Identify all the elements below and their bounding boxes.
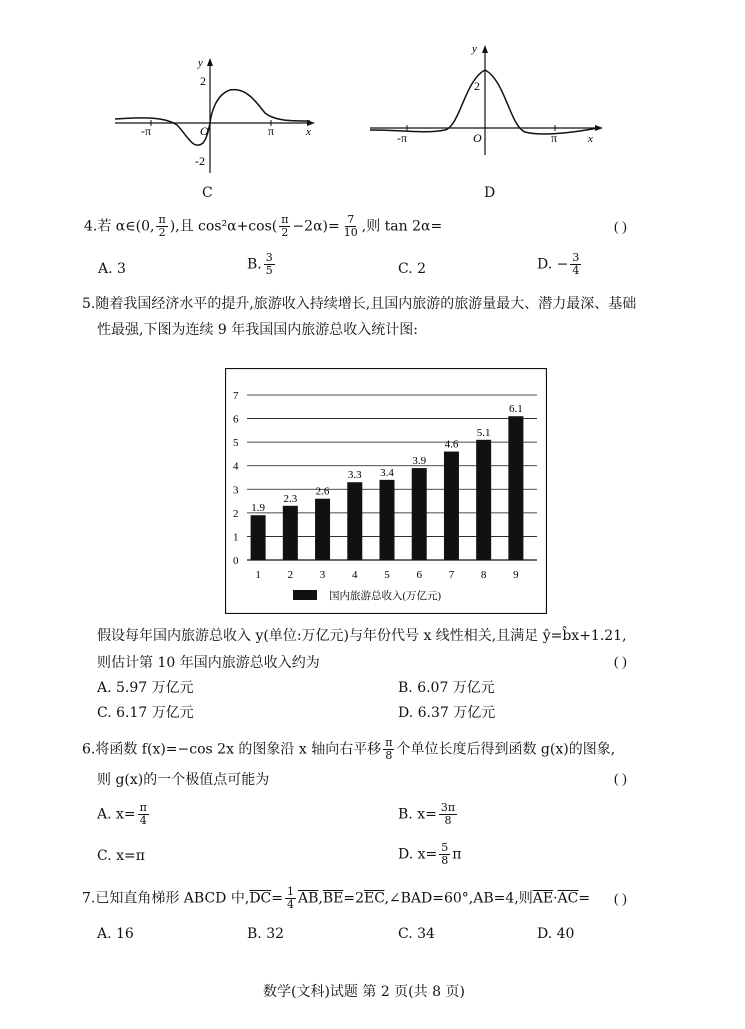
page-footer: 数学(文科)试题 第 2 页(共 8 页) [263, 984, 465, 1000]
q4-frac-2: $\frac{\pi}{2}$ [281, 213, 289, 239]
q4-stem [84, 214, 442, 239]
graph-d-origin: O [473, 131, 482, 145]
bar-data-label: 4.6 [444, 438, 459, 451]
graph-d-y-top: 2 [474, 79, 480, 93]
q6-frac: $\frac{\pi}{8}$ [385, 736, 393, 762]
bar-data-label: 3.9 [412, 455, 427, 468]
bar-data-label: 1.9 [251, 502, 265, 515]
q7-frac: $\frac{1}{4}$ [286, 885, 294, 911]
y-tick-label: 1 [233, 531, 239, 544]
x-tick-label: 6 [416, 569, 422, 581]
graph-d-y-label: y [472, 43, 477, 55]
x-tick-label: 4 [352, 569, 358, 581]
q6-text-b: 个单位长度后得到函数 g(x)的图象, [396, 741, 616, 758]
vector-dc: $\overline{DC}$ [249, 890, 272, 907]
tourism-revenue-bar-chart [225, 368, 547, 614]
graph-d-caption: D [484, 185, 496, 201]
q5-option-a: A. 5.97 万亿元 [97, 680, 194, 696]
y-tick-label: 5 [233, 437, 239, 450]
q5-option-c: C. 6.17 万亿元 [97, 705, 194, 721]
y-tick-label: 7 [233, 390, 239, 402]
x-tick-label: 9 [513, 569, 519, 581]
vector-ab: $\overline{AB}$ [297, 890, 319, 907]
y-tick-label: 0 [233, 555, 239, 567]
q7-option-d: D. 40 [537, 926, 575, 942]
graph-c-y-label: y [198, 57, 203, 69]
vector-ac: $\overline{AC}$ [557, 890, 579, 907]
bar [380, 480, 395, 560]
graph-c-caption: C [202, 185, 213, 201]
q4-frac-1: $\frac{\pi}{2}$ [158, 213, 166, 239]
q6-option-c: C. x=π [97, 848, 145, 864]
graph-d-x-label: x [588, 133, 593, 145]
y-tick-label: 4 [233, 460, 239, 473]
q5-option-b: B. 6.07 万亿元 [398, 680, 495, 696]
q6-stem [82, 737, 615, 762]
bar-data-label: 6.1 [509, 403, 523, 416]
q7-answer-paren: ( ) [614, 892, 627, 907]
bar-data-label: 3.4 [380, 466, 394, 479]
q4-num: 4. [84, 218, 98, 235]
bar [283, 506, 298, 560]
graph-d-pi: π [551, 131, 558, 145]
q6-option-d: D. x= $\frac{5}{8}$ π [398, 841, 462, 867]
graph-c-pi: π [268, 124, 275, 138]
q5-option-d: D. 6.37 万亿元 [398, 705, 496, 721]
y-tick-label: 2 [233, 507, 239, 520]
legend-label: 国内旅游总收入(万亿元) [329, 591, 441, 602]
q4-text-c: −2α)= [292, 218, 340, 235]
x-tick-label: 8 [480, 569, 487, 581]
graph-d [365, 40, 610, 160]
vector-be: $\overline{BE}$ [322, 890, 344, 907]
q5-line-4: 则估计第 10 年国内旅游总收入约为 [97, 655, 320, 671]
bar [347, 482, 362, 560]
x-tick-label: 2 [287, 569, 294, 581]
graph-c-y-top: 2 [200, 74, 206, 88]
q7-stem: 7.已知直角梯形 ABCD 中$,\overline{DC}=$ $\frac{1}{4}$ $\overline{AB},\overline{BE}=2\overline{EC},\angle BAD=60^\circ,AB=4$,则$\overline{AE}\cdot\overline{AC}=$ [82, 885, 591, 911]
x-tick-label: 7 [448, 569, 455, 581]
bar-data-label: 5.1 [476, 426, 491, 439]
vector-ec: $\overline{EC}$ [364, 890, 385, 907]
x-tick-label: 1 [255, 569, 261, 581]
q5-line-1: 5.随着我国经济水平的提升,旅游收入持续增长,且国内旅游的旅游量最大、潜力最深、基础 [82, 296, 637, 312]
x-tick-label: 3 [319, 569, 326, 581]
q5-answer-paren: ( ) [614, 655, 627, 670]
graph-d-neg-pi: -π [397, 131, 408, 145]
y-tick-label: 3 [233, 484, 239, 497]
y-tick-label: 6 [233, 413, 239, 426]
q7-option-a: A. 16 [97, 926, 134, 942]
q6-line-2: 则 g(x)的一个极值点可能为 [97, 772, 270, 788]
bar [508, 416, 523, 560]
legend-swatch [293, 590, 317, 600]
vector-ae: $\overline{AE}$ [532, 890, 554, 907]
q4-text-d: ,则 tan 2α= [361, 218, 443, 235]
bar [444, 452, 459, 560]
q4-text-a: 若 α∈(0, [97, 218, 155, 235]
q4-answer-paren: ( ) [614, 220, 627, 235]
q4-text-b: ),且 cos²α+cos( [169, 218, 278, 235]
q7-option-b: B. 32 [247, 926, 285, 942]
bar-data-label: 2.6 [315, 485, 330, 498]
bar-data-label: 2.3 [283, 492, 298, 505]
bar [251, 515, 266, 560]
graph-c [105, 55, 325, 180]
graph-c-x-label: x [306, 126, 311, 138]
q6-text-a: 6.将函数 f(x)=−cos 2x 的图象沿 x 轴向右平移 [82, 741, 382, 758]
q6-answer-paren: ( ) [614, 772, 627, 787]
graph-c-neg-pi: -π [141, 124, 152, 138]
q7-option-c: C. 34 [398, 926, 435, 942]
q4-option-a: A. 3 [98, 261, 126, 277]
q6-option-b: B. x= $\frac{3\pi}{8}$ [398, 801, 456, 827]
q4-option-d: D. − $\frac{3}{4}$ [537, 251, 580, 277]
q5-line-2: 性最强,下图为连续 9 年我国国内旅游总收入统计图: [97, 322, 418, 338]
bar [412, 468, 427, 560]
q4-option-c: C. 2 [398, 261, 427, 277]
bar [476, 440, 491, 560]
q4-option-b: B. $\frac{3}{5}$ [247, 251, 273, 277]
x-tick-label: 5 [384, 569, 390, 581]
bar-data-label: 3.3 [347, 469, 362, 482]
bar [315, 499, 330, 560]
q6-option-a: A. x= $\frac{\pi}{4}$ [97, 801, 147, 827]
graph-c-y-bottom: -2 [195, 154, 205, 168]
graph-c-origin: O [200, 124, 209, 138]
q4-frac-3: $\frac{7}{10}$ [343, 213, 358, 239]
q5-line-3: 假设每年国内旅游总收入 y(单位:万亿元)与年份代号 x 线性相关,且满足 ŷ=b̂x+1.21, [97, 628, 627, 644]
